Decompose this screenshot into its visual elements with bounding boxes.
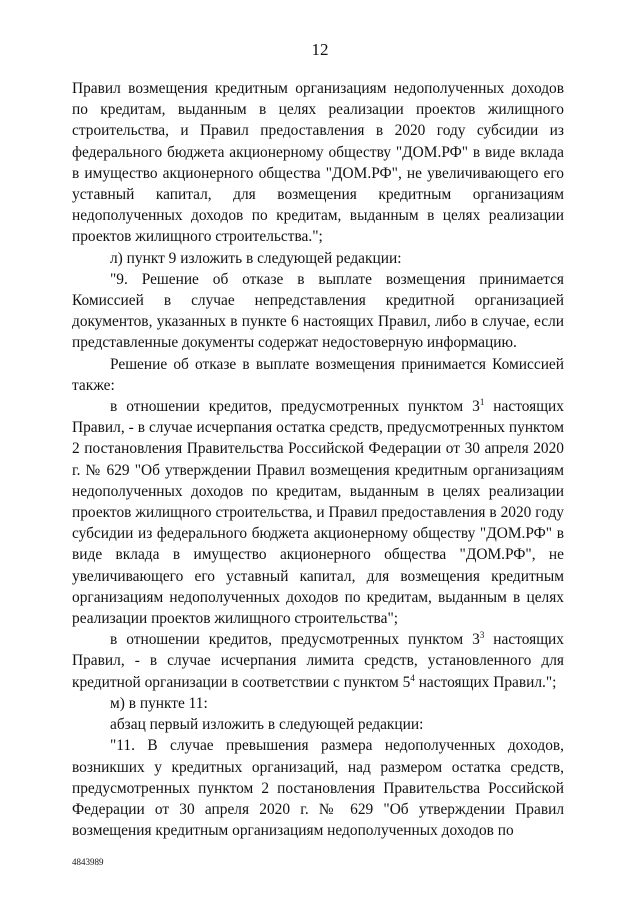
paragraph-text: настоящих Правил."; xyxy=(414,673,557,691)
paragraph-p4 xyxy=(72,354,564,396)
paragraph-text: абзац первый изложить в следующей редакции: xyxy=(110,716,424,734)
superscript-number: 4 xyxy=(410,672,415,683)
paragraph-text: настоящих Правил, - в случае исчерпания лимита средств, установленного для кредитной организации в соответствии с пунктом 5 xyxy=(72,631,564,691)
paragraph-text: м) в пункте 11: xyxy=(110,694,208,712)
paragraph-text: "11. В случае превышения размера недополученных доходов, возникших у кредитных организаций, над размером остатка средств, предусмотренных пунктом 2 постановления Правительства Российской Федерации от 30 апреля 2020 г. № 629 "Об утверждении Правил возмещения кредитным организациям недополученных доходов по xyxy=(72,737,564,840)
paragraph-p1 xyxy=(72,78,564,248)
paragraph-p2 xyxy=(72,248,564,269)
page-number: 12 xyxy=(311,40,329,59)
paragraph-p6 xyxy=(72,629,564,693)
superscript-number: 1 xyxy=(479,396,485,407)
paragraph-p9 xyxy=(72,735,564,841)
paragraph-text: л) пункт 9 изложить в следующей редакции: xyxy=(110,249,402,267)
paragraph-p8 xyxy=(72,714,564,735)
document-id: 4843989 xyxy=(72,857,104,867)
paragraph-text: в отношении кредитов, предусмотренных пунктом 3 xyxy=(110,398,480,416)
paragraph-p7 xyxy=(72,693,564,714)
paragraph-p3 xyxy=(72,269,564,354)
paragraph-text: Правил возмещения кредитным организациям недополученных доходов по кредитам, выданным в целях реализации проектов жилищного строительства, и Правил предоставления в 2020 году субсидии из федерального бюджета акционерному обществу "ДОМ.РФ" в виде вклада в имущество акционерного общества "ДОМ.РФ", не увеличивающего его уставный капитал, для возмещения кредитным организациям недополученных доходов по кредитам, выданным в целях реализации проектов жилищного строительства."; xyxy=(72,80,564,246)
paragraph-text: в отношении кредитов, предусмотренных пунктом 3 xyxy=(110,631,480,649)
paragraph-text: Решение об отказе в выплате возмещения принимается Комиссией также: xyxy=(72,355,564,394)
paragraph-text: настоящих Правил, - в случае исчерпания остатка средств, предусмотренных пунктом 2 постановления Правительства Российской Федерации от 30 апреля 2020 г. № 629 "Об утверждении Правил возмещения кредитным организациям недополученных доходов по кредитам, выданным в целях реализации проектов жилищного строительства, и Правил предоставления в 2020 году субсидии из федерального бюджета акционерному обществу "ДОМ.РФ" в виде вклада в имущество акционерного общества "ДОМ.РФ", не увеличивающего его уставный капитал, для возмещения кредитным организациям недополученных доходов по кредитам, выданным в целях реализации проектов жилищного строительства"; xyxy=(72,398,564,628)
document-body xyxy=(72,78,564,841)
superscript-number: 3 xyxy=(479,630,485,641)
paragraph-p5 xyxy=(72,396,564,629)
paragraph-text: "9. Решение об отказе в выплате возмещения принимается Комиссией в случае непредставления кредитной организацией документов, указанных в пункте 6 настоящих Правил, либо в случае, если представленные документы содержат недостоверную информацию. xyxy=(72,270,564,352)
